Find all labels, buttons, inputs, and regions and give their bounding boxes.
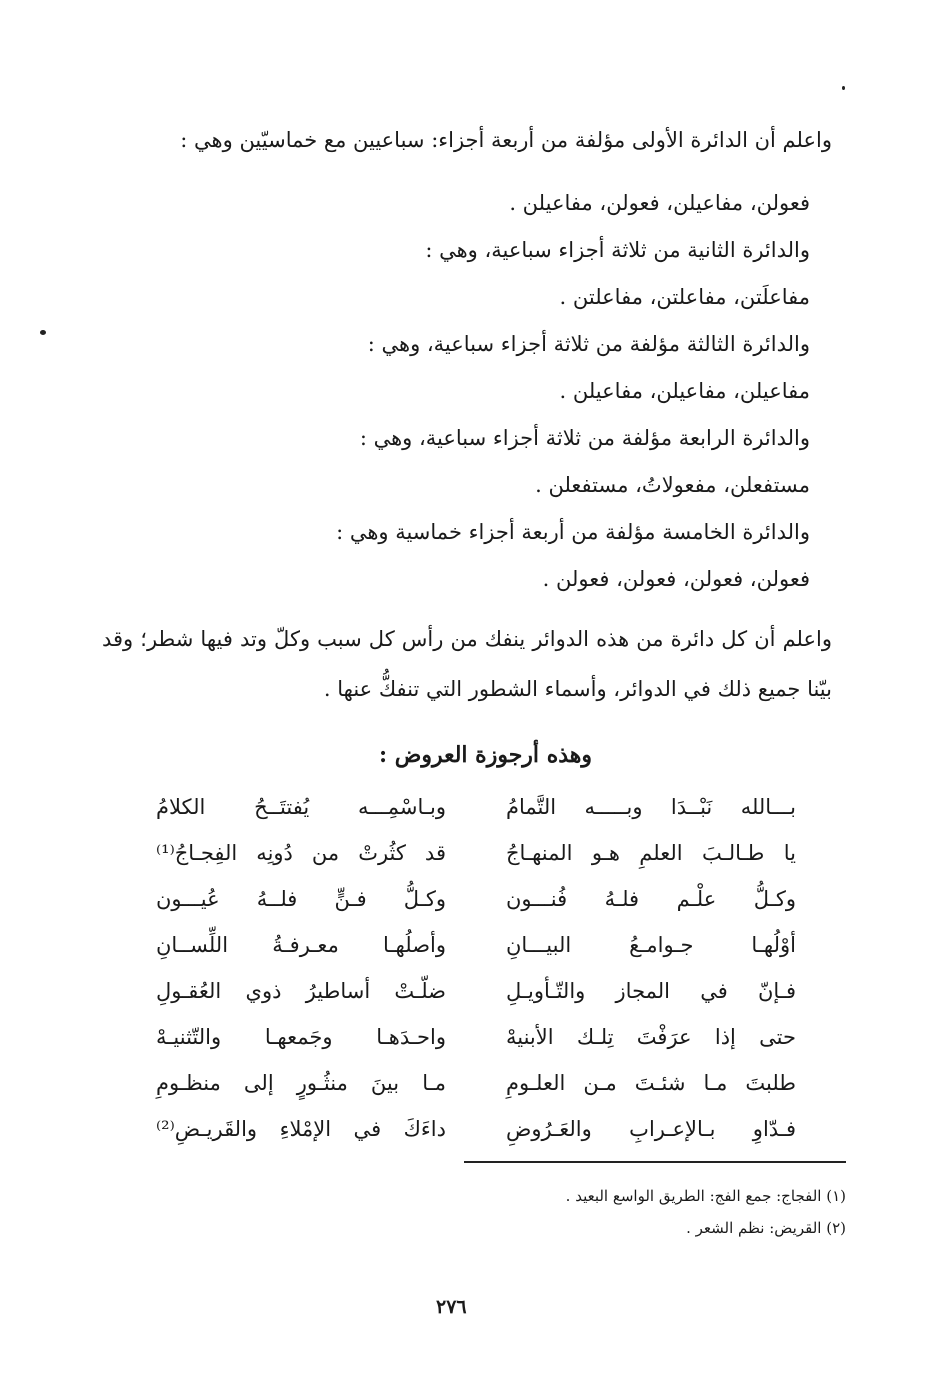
circles-list [336, 180, 810, 603]
circle-line: فعولن، فعولن، فعولن، فعولن . [542, 567, 810, 591]
verse-second-hemistich: ضلّـتْ أساطيرُ ذوي العُقـولِ [156, 979, 446, 1003]
circle-line: والدائرة الرابعة مؤلفة من ثلاثة أجزاء سباعية، وهي : [359, 426, 810, 450]
poem-verse [156, 968, 796, 1014]
poem-verse [156, 830, 796, 876]
poem-verse [156, 1060, 796, 1106]
verse-second-hemistich: مـا بينَ منثُـورٍ إلى منظـومِ [156, 1071, 446, 1095]
poem-title: وهذه أرجوزة العروض : [378, 742, 592, 768]
verse-second-hemistich: وكـلُّ فـنٍّ فلــهُ عُيـــون [156, 887, 446, 911]
footnotes [566, 1180, 846, 1244]
circle-line: والدائرة الثالثة مؤلفة من ثلاثة أجزاء سباعية، وهي : [367, 332, 810, 356]
poem-verse [156, 922, 796, 968]
footnote: (٢) القريض: نظم الشعر . [686, 1219, 846, 1237]
poem-verse [156, 784, 796, 830]
verse-second-hemistich: قد كثُرتْ من دُونِه الفِجـاجُ⁽¹⁾ [156, 841, 446, 865]
poem [156, 784, 796, 1152]
circle-line: مستفعلن، مفعولاتُ، مستفعلن . [535, 473, 810, 497]
verse-first-hemistich: فـدّاوِ بـالإعـرابِ والعَـرُوضِ [506, 1117, 796, 1141]
circle-line: مفاعيلن، مفاعيلن، مفاعيلن . [559, 379, 810, 403]
poem-verse [156, 1106, 796, 1152]
verse-first-hemistich: حتى إذا عرَفْتَ تِلـك الأبنيهْ [506, 1025, 796, 1049]
circle-line: والدائرة الخامسة مؤلفة من أربعة أجزاء خماسية وهي : [336, 520, 810, 544]
page-number: ٢٧٦ [436, 1296, 467, 1318]
circle-line: مفاعلَتن، مفاعلتن، مفاعلتن . [559, 285, 810, 309]
verse-second-hemistich: وأصلُهـا معـرفـةُ اللِّســانِ [156, 933, 446, 957]
footnote: (١) الفجاج: جمع الفج: الطريق الواسع البعيد . [565, 1187, 846, 1205]
footnote-separator [464, 1161, 846, 1163]
poem-verse [156, 1014, 796, 1060]
verse-second-hemistich: وبـاسْمِـــه يُفتتَــحُ الكلامُ [156, 795, 446, 819]
verse-first-hemistich: بـــالله نَبْــدَا وبـــــه التَّمامُ [506, 795, 796, 819]
verse-second-hemistich: داءَكَ في الإمْلاءِ والقَريـضِ⁽²⁾ [156, 1117, 446, 1141]
verse-first-hemistich: يا طـالـبَ العلمِ هـو المنهـاجُ [506, 841, 796, 865]
verse-first-hemistich: فـإنّ في المجاز والتّـأويـلِ [506, 979, 796, 1003]
verse-first-hemistich: أوْلُهـا جـوامـعُ البيـــانِ [506, 933, 796, 957]
scan-speck [40, 330, 46, 335]
body-paragraph: واعلم أن كل دائرة من هذه الدوائر ينفك من رأس كل سبب وكلّ وتد فيها شطر؛ وقد بيّنا جميع ذلك في الدوائر، وأسماء الشطور التي تنفكُّ عنها . [102, 627, 832, 701]
verse-second-hemistich: واحـدَهـا وجَمعهـا والتّثنيـهْ [156, 1025, 446, 1049]
circle-line: فعولن، مفاعيلن، فعولن، مفاعيلن . [509, 191, 810, 215]
circle-line: والدائرة الثانية من ثلاثة أجزاء سباعية، وهي : [425, 238, 810, 262]
verse-first-hemistich: طلبتَ مـا شئـتَ مـن العلـومِ [506, 1071, 796, 1095]
poem-verse [156, 876, 796, 922]
intro-line: واعلم أن الدائرة الأولى مؤلفة من أربعة أجزاء: سباعيين مع خماسيّين وهي : [180, 128, 832, 152]
verse-first-hemistich: وكـلُّ علْـم فلـهُ فُنـــون [506, 887, 796, 911]
scan-speck [842, 86, 845, 90]
